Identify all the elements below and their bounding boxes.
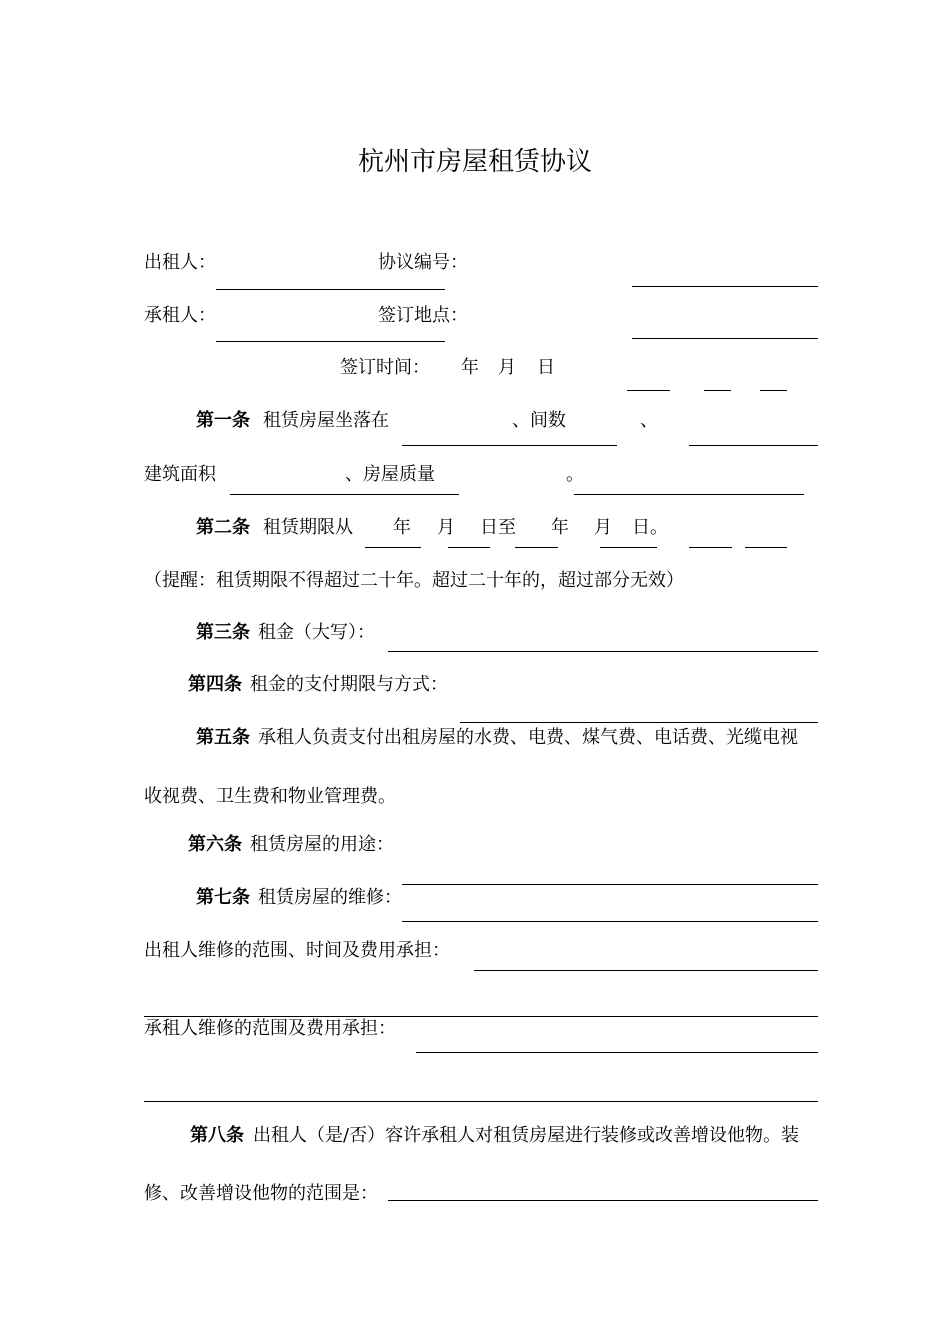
sign-year-label: 年 (461, 357, 479, 378)
usage-blank[interactable] (402, 884, 818, 885)
sign-year-blank[interactable] (627, 390, 670, 391)
lessor-repair-blank-2[interactable] (144, 1016, 818, 1017)
article-4-label: 第四条 (188, 674, 242, 695)
start-year-blank[interactable] (365, 547, 421, 548)
sign-place-label: 签订地点： (378, 305, 468, 326)
start-month-label: 月 (437, 517, 455, 538)
article-2-text-term: 租赁期限从 (263, 517, 353, 538)
article-8-text-line1: 出租人（是/否）容许承租人对租赁房屋进行装修或改善增设他物。装 (253, 1125, 800, 1146)
lessor-blank[interactable] (216, 289, 445, 290)
lessor-repair-label: 出租人维修的范围、时间及费用承担： (144, 940, 450, 961)
start-day-to-label: 日至 (480, 517, 516, 538)
agreement-number-blank[interactable] (632, 286, 818, 287)
article-2-label: 第二条 (196, 517, 250, 538)
article-3-label: 第三条 (196, 622, 250, 643)
lessor-label: 出租人： (144, 252, 216, 273)
payment-method-blank[interactable] (460, 722, 818, 723)
repair-blank[interactable] (402, 921, 818, 922)
sign-day-blank[interactable] (760, 390, 787, 391)
lessee-repair-blank[interactable] (416, 1052, 818, 1053)
article-5-text-line1: 承租人负责支付出租房屋的水费、电费、煤气费、电话费、光缆电视 (258, 727, 798, 748)
sign-time-label: 签订时间： (340, 357, 430, 378)
article-3-text: 租金（大写）： (258, 622, 375, 643)
renovation-scope-blank[interactable] (388, 1200, 818, 1201)
sign-day-label: 日 (537, 357, 555, 378)
sign-month-label: 月 (498, 357, 516, 378)
end-day-label: 日。 (632, 517, 668, 538)
article-4-text: 租金的支付期限与方式： (250, 674, 448, 695)
article-1-text-quality: 、房屋质量 (345, 464, 435, 485)
article-1-text-comma: 、 (640, 410, 658, 431)
quality-blank[interactable] (574, 494, 804, 495)
document-title: 杭州市房屋租赁协议 (357, 147, 592, 177)
end-month-label: 月 (594, 517, 612, 538)
end-year-blank[interactable] (600, 547, 657, 548)
rent-amount-blank[interactable] (388, 651, 818, 652)
article-5-label: 第五条 (196, 727, 250, 748)
location-blank[interactable] (402, 445, 617, 446)
end-year-label: 年 (551, 517, 569, 538)
article-1-text-location: 租赁房屋坐落在 (263, 410, 389, 431)
rooms-blank[interactable] (689, 445, 818, 446)
lessee-repair-blank-2[interactable] (144, 1101, 818, 1102)
article-1-label: 第一条 (196, 410, 250, 431)
sign-month-blank[interactable] (704, 390, 731, 391)
sign-place-blank[interactable] (632, 338, 818, 339)
article-6-text: 租赁房屋的用途： (250, 834, 394, 855)
lessee-label: 承租人： (144, 305, 216, 326)
area-blank[interactable] (230, 494, 459, 495)
start-month-blank[interactable] (448, 547, 490, 548)
article-7-label: 第七条 (196, 887, 250, 908)
lessee-blank[interactable] (216, 341, 445, 342)
end-day-blank[interactable] (745, 547, 787, 548)
article-8-text-line2: 修、改善增设他物的范围是： (144, 1183, 378, 1204)
article-7-text: 租赁房屋的维修： (258, 887, 402, 908)
lessor-repair-blank[interactable] (474, 970, 818, 971)
term-note: （提醒：租赁期限不得超过二十年。超过二十年的，超过部分无效） (144, 570, 684, 591)
article-1-text-period: 。 (566, 464, 584, 485)
article-5-text-line2: 收视费、卫生费和物业管理费。 (144, 786, 396, 807)
start-year-label: 年 (393, 517, 411, 538)
lessee-repair-label: 承租人维修的范围及费用承担： (144, 1018, 396, 1039)
start-day-blank[interactable] (515, 547, 558, 548)
article-6-label: 第六条 (188, 834, 242, 855)
end-month-blank[interactable] (689, 547, 732, 548)
article-1-text-area: 建筑面积 (144, 464, 216, 485)
agreement-number-label: 协议编号： (378, 252, 468, 273)
article-1-text-rooms: 、间数 (512, 410, 566, 431)
article-8-label: 第八条 (190, 1125, 244, 1146)
